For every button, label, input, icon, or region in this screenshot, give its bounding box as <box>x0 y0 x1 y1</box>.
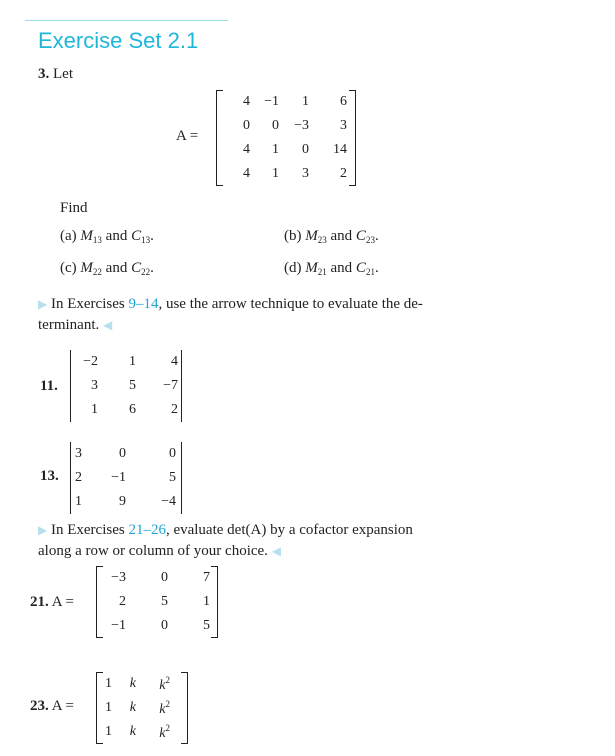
period: . <box>150 260 154 276</box>
instruction-text: In Exercises <box>50 296 129 312</box>
matrix-cell: 0 <box>119 446 126 461</box>
matrix-cell: 3 <box>340 118 347 133</box>
matrix-cell: 3 <box>75 446 82 461</box>
matrix-variable: A = <box>176 128 199 144</box>
exponent: 2 <box>165 722 170 733</box>
matrix-cell: −1 <box>111 618 126 633</box>
minor-symbol: M <box>80 228 93 244</box>
exercise-number: 21. <box>30 594 49 610</box>
matrix-cell: 0 <box>161 570 168 585</box>
matrix-cell: 1 <box>272 166 279 181</box>
matrix-cell <box>112 720 136 744</box>
matrix-cell: 5 <box>203 618 210 633</box>
matrix-cell <box>112 696 136 720</box>
matrix-cell: −4 <box>161 494 176 509</box>
exercise-text: Let <box>53 66 73 82</box>
matrix-cell: 4 <box>171 354 178 369</box>
matrix-cell <box>136 696 170 720</box>
exercise-3-intro <box>38 66 73 83</box>
minor-index: 23 <box>317 235 327 245</box>
conjunction: and <box>105 260 128 276</box>
matrix-cell: −1 <box>111 470 126 485</box>
matrix-variable: A = <box>51 698 74 714</box>
matrix-cell: 2 <box>340 166 347 181</box>
minor-symbol: M <box>80 260 93 276</box>
determinant-11 <box>70 350 182 422</box>
right-bar <box>181 350 182 422</box>
exponent: 2 <box>165 674 170 685</box>
matrix-cell: 1 <box>105 724 112 739</box>
minor-symbol: M <box>305 260 318 276</box>
matrix-cell: 14 <box>333 142 347 157</box>
matrix-cell: 3 <box>302 166 309 181</box>
cofactor-symbol: C <box>131 260 142 276</box>
matrix-cell <box>136 720 170 744</box>
matrix-cell: 6 <box>129 402 136 417</box>
instruction-text: along a row or column of your choice. <box>38 543 268 559</box>
end-arrow-icon: ◀ <box>102 318 113 332</box>
matrix-cell: 1 <box>105 676 112 691</box>
exercise-23-label <box>30 698 74 715</box>
period: . <box>150 228 154 244</box>
instruction-21-26-line2 <box>38 543 281 560</box>
minor-index: 22 <box>92 267 102 277</box>
section-heading: Exercise Set 2.1 <box>38 28 199 53</box>
matrix-cell: 4 <box>243 142 250 157</box>
matrix-cell: 6 <box>340 94 347 109</box>
period: . <box>374 228 379 244</box>
part-a <box>60 228 154 245</box>
right-bracket <box>211 566 218 638</box>
k-symbol: k <box>159 725 166 741</box>
exercise-range-link[interactable]: 9–14 <box>128 296 159 312</box>
left-bar <box>70 350 71 422</box>
cofactor-symbol: C <box>131 228 142 244</box>
instruction-9-14 <box>38 296 423 313</box>
minor-index: 13 <box>92 235 102 245</box>
matrix-cell: −1 <box>264 94 279 109</box>
k-symbol: k <box>129 724 136 739</box>
part-d <box>284 260 379 277</box>
matrix-cell: 1 <box>302 94 309 109</box>
minor-index: 21 <box>317 267 327 277</box>
matrix-cell: −3 <box>111 570 126 585</box>
part-b <box>284 228 379 245</box>
part-label: (d) <box>284 260 302 276</box>
instruction-text: , use the arrow technique to evaluate the de- <box>158 296 423 312</box>
matrix-cell: −3 <box>294 118 309 133</box>
exercise-number: 11. <box>40 378 58 394</box>
matrix-cell: 4 <box>243 166 250 181</box>
matrix-cell <box>136 672 170 696</box>
matrix-cell: 4 <box>243 94 250 109</box>
start-arrow-icon: ▶ <box>38 523 48 537</box>
right-bar <box>181 442 182 514</box>
exercise-number: 3. <box>38 66 50 82</box>
matrix-cell: 2 <box>119 594 126 609</box>
part-label: (a) <box>60 228 77 244</box>
matrix-cell <box>112 672 136 696</box>
matrix-cell: −7 <box>163 378 178 393</box>
cofactor-symbol: C <box>355 260 366 276</box>
cofactor-index: 21 <box>365 267 375 277</box>
matrix-cell: 0 <box>243 118 250 133</box>
matrix-cell: 3 <box>91 378 98 393</box>
cofactor-index: 13 <box>141 235 151 245</box>
minor-symbol: M <box>305 228 318 244</box>
determinant-13 <box>70 442 182 514</box>
instruction-text: , evaluate det(A) by a cofactor expansion <box>165 522 413 538</box>
conjunction: and <box>105 228 128 244</box>
exercise-21-label <box>30 594 74 611</box>
k-symbol: k <box>159 701 166 717</box>
cofactor-symbol: C <box>355 228 366 244</box>
end-arrow-icon: ◀ <box>271 544 281 558</box>
matrix-23 <box>96 672 188 744</box>
matrix-cell: 5 <box>161 594 168 609</box>
matrix-cell: 0 <box>169 446 176 461</box>
matrix-cell: 0 <box>272 118 279 133</box>
k-symbol: k <box>159 677 166 693</box>
matrix-cell: 7 <box>203 570 210 585</box>
matrix-cell: 1 <box>75 494 82 509</box>
exponent: 2 <box>165 698 170 709</box>
matrix-a <box>216 90 356 186</box>
part-label: (b) <box>284 228 302 244</box>
exercise-number: 13. <box>40 468 59 484</box>
matrix-cell: 2 <box>171 402 178 417</box>
matrix-cell: 5 <box>169 470 176 485</box>
start-arrow-icon: ▶ <box>38 297 48 311</box>
matrix-cell: 1 <box>129 354 136 369</box>
instruction-text: In Exercises <box>50 522 129 538</box>
matrix-cell: 1 <box>272 142 279 157</box>
matrix-cell: 1 <box>105 700 112 715</box>
part-label: (c) <box>60 260 77 276</box>
instruction-text: terminant. <box>38 317 100 333</box>
matrix-cell: 1 <box>203 594 210 609</box>
cofactor-index: 22 <box>141 267 151 277</box>
matrix-21 <box>96 566 218 638</box>
cofactor-index: 23 <box>365 235 375 245</box>
matrix-variable: A = <box>51 594 74 610</box>
find-label: Find <box>60 200 88 216</box>
k-symbol: k <box>129 676 136 691</box>
k-symbol: k <box>129 700 136 715</box>
matrix-cell: 5 <box>129 378 136 393</box>
conjunction: and <box>330 260 353 276</box>
instruction-9-14-line2 <box>38 317 112 334</box>
matrix-cell: 1 <box>91 402 98 417</box>
right-bracket <box>349 90 356 186</box>
exercise-number: 23. <box>30 698 49 714</box>
matrix-cell: 0 <box>302 142 309 157</box>
matrix-cell: 9 <box>119 494 126 509</box>
matrix-cell: 0 <box>161 618 168 633</box>
heading-rule <box>25 20 228 21</box>
matrix-cell: 2 <box>75 470 82 485</box>
exercise-range-link[interactable]: 21–26 <box>128 522 166 538</box>
matrix-cell: −2 <box>83 354 98 369</box>
part-c <box>60 260 154 277</box>
instruction-21-26 <box>38 522 413 539</box>
period: . <box>374 260 379 276</box>
conjunction: and <box>330 228 353 244</box>
right-bracket <box>181 672 188 744</box>
